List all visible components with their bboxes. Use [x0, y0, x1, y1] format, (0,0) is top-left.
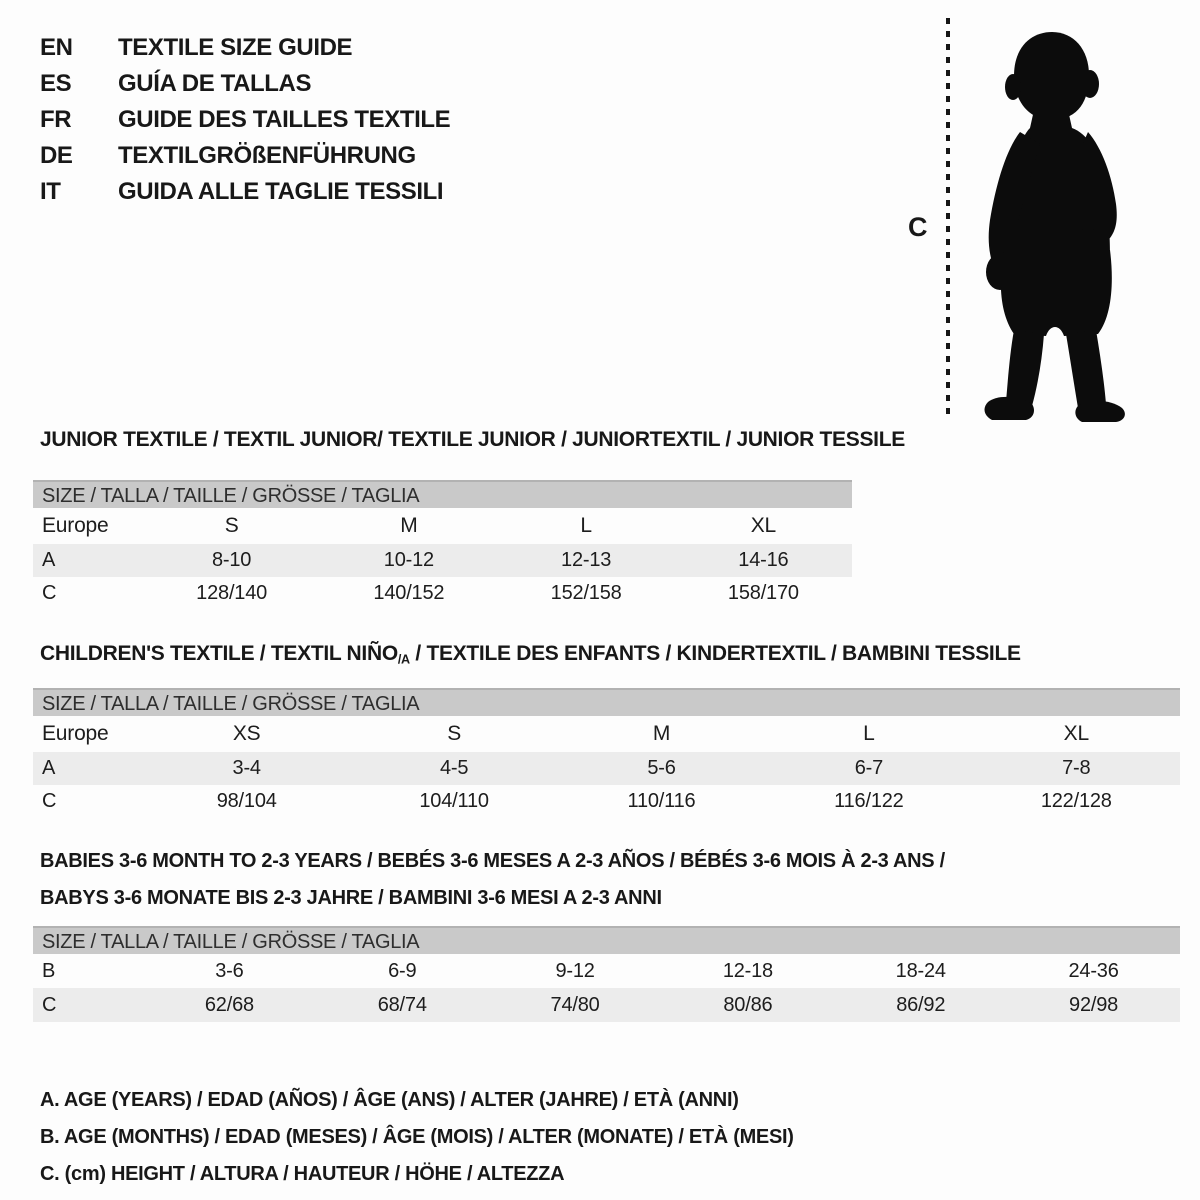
table-cell: 116/122: [834, 790, 904, 812]
column-header: XS: [232, 722, 261, 745]
row-label: B: [42, 959, 56, 982]
table-cell: 6-9: [388, 959, 417, 982]
table-cell: 80/86: [723, 993, 773, 1016]
language-row-fr: [40, 102, 450, 138]
table-cell: 12-18: [722, 959, 773, 982]
table-cell: 98/104: [216, 790, 277, 812]
table-cell: 74/80: [550, 993, 600, 1016]
table-cell: 92/98: [1069, 993, 1119, 1016]
height-measure-label: C: [908, 212, 928, 242]
table-cell: 140/152: [373, 582, 445, 604]
legend-line-c: C. (cm) HEIGHT / ALTURA / HAUTEUR / HÖHE / ALTEZZA: [40, 1163, 565, 1185]
guide-title-de: TEXTILGRÖßENFÜHRUNG: [118, 142, 416, 169]
table-cell: 6-7: [854, 757, 884, 779]
column-header: S: [224, 514, 239, 537]
table-cell: 18-24: [895, 959, 946, 982]
language-code: DE: [40, 142, 73, 169]
table-cell: 24-36: [1068, 959, 1119, 982]
table-cell: 86/92: [896, 993, 946, 1016]
language-row-en: [40, 30, 450, 66]
language-code: FR: [40, 106, 72, 133]
table-cell: 3-4: [232, 757, 261, 779]
language-code: ES: [40, 70, 72, 97]
table-row-a: [33, 544, 852, 577]
height-measure-figure: [890, 0, 1170, 430]
table-cell: 10-12: [383, 549, 434, 571]
table-cell: 12-13: [561, 549, 612, 571]
column-header: L: [580, 514, 592, 537]
table-row-c: [33, 785, 1180, 818]
guide-title-en: TEXTILE SIZE GUIDE: [118, 34, 353, 61]
babies-title-line2: BABYS 3-6 MONATE BIS 2-3 JAHRE / BAMBINI 3-6 MESI A 2-3 ANNI: [40, 887, 662, 909]
guide-title-fr: GUIDE DES TAILLES TEXTILE: [118, 106, 451, 133]
size-table-header-bar: SIZE / TALLA / TAILLE / GRÖSSE / TAGLIA: [33, 926, 1180, 954]
table-cell: 4-5: [439, 757, 469, 779]
language-row-es: [40, 66, 450, 102]
table-row-b: [33, 954, 1180, 988]
table-cell: 7-8: [1062, 757, 1091, 779]
language-row-de: [40, 138, 450, 174]
junior-section-title: JUNIOR TEXTILE / TEXTIL JUNIOR/ TEXTILE JUNIOR / JUNIORTEXTIL / JUNIOR TESSILE: [40, 428, 905, 451]
children-size-table: [33, 688, 1180, 818]
size-table-header-bar: SIZE / TALLA / TAILLE / GRÖSSE / TAGLIA: [33, 688, 1180, 716]
column-header-row: [33, 716, 1180, 752]
size-table-header-bar: SIZE / TALLA / TAILLE / GRÖSSE / TAGLIA: [33, 480, 852, 508]
babies-section-title: [40, 843, 945, 917]
table-cell: 158/170: [727, 582, 799, 604]
children-title-sub: /A: [397, 652, 410, 667]
table-cell: 110/116: [627, 790, 696, 812]
language-code: IT: [40, 178, 61, 205]
table-cell: 9-12: [555, 959, 595, 982]
table-cell: 68/74: [377, 993, 427, 1016]
region-label: Europe: [42, 514, 109, 537]
column-header: M: [652, 722, 671, 745]
language-code: EN: [40, 34, 73, 61]
table-row-a: [33, 752, 1180, 785]
junior-size-table: [33, 480, 852, 610]
table-cell: 14-16: [738, 549, 789, 571]
table-cell: 152/158: [550, 582, 622, 604]
table-cell: 104/110: [419, 790, 489, 812]
row-label: C: [42, 790, 57, 812]
table-row-c: [33, 988, 1180, 1022]
column-header-row: [33, 508, 852, 544]
children-title-part2: / TEXTILE DES ENFANTS / KINDERTEXTIL / BAMBINI TESSILE: [409, 642, 1021, 665]
language-title-list: [40, 30, 450, 210]
guide-title-it: GUIDA ALLE TAGLIE TESSILI: [118, 178, 444, 205]
table-cell: 8-10: [212, 549, 252, 571]
row-label: C: [42, 993, 57, 1016]
row-label: C: [42, 582, 57, 604]
column-header: L: [863, 722, 875, 745]
table-cell: 3-6: [215, 959, 244, 982]
table-cell: 122/128: [1040, 790, 1112, 812]
legend-line-b: B. AGE (MONTHS) / EDAD (MESES) / ÂGE (MOIS) / ALTER (MONATE) / ETÀ (MESI): [40, 1126, 794, 1148]
guide-title-es: GUÍA DE TALLAS: [118, 70, 312, 97]
row-label: A: [42, 757, 56, 779]
height-measure-line: [946, 18, 950, 416]
row-label: A: [42, 549, 56, 571]
babies-size-table: [33, 926, 1180, 1022]
column-header: XL: [750, 514, 777, 537]
measurement-legend: [40, 1082, 794, 1193]
column-header: S: [447, 722, 461, 745]
region-label: Europe: [42, 722, 109, 745]
toddler-silhouette-icon: [962, 24, 1152, 424]
table-cell: 5-6: [647, 757, 676, 779]
table-row-c: [33, 577, 852, 610]
legend-line-a: A. AGE (YEARS) / EDAD (AÑOS) / ÂGE (ANS) / ALTER (JAHRE) / ETÀ (ANNI): [40, 1089, 739, 1111]
table-cell: 128/140: [196, 582, 268, 604]
column-header: XL: [1063, 722, 1089, 745]
children-section-title: [40, 642, 1021, 667]
children-title-part1: CHILDREN'S TEXTILE / TEXTIL NIÑO: [40, 642, 398, 665]
babies-title-line1: BABIES 3-6 MONTH TO 2-3 YEARS / BEBÉS 3-6 MESES A 2-3 AÑOS / BÉBÉS 3-6 MOIS À 2-3 ANS /: [40, 850, 945, 872]
column-header: M: [400, 514, 418, 537]
language-row-it: [40, 174, 450, 210]
table-cell: 62/68: [204, 993, 254, 1016]
